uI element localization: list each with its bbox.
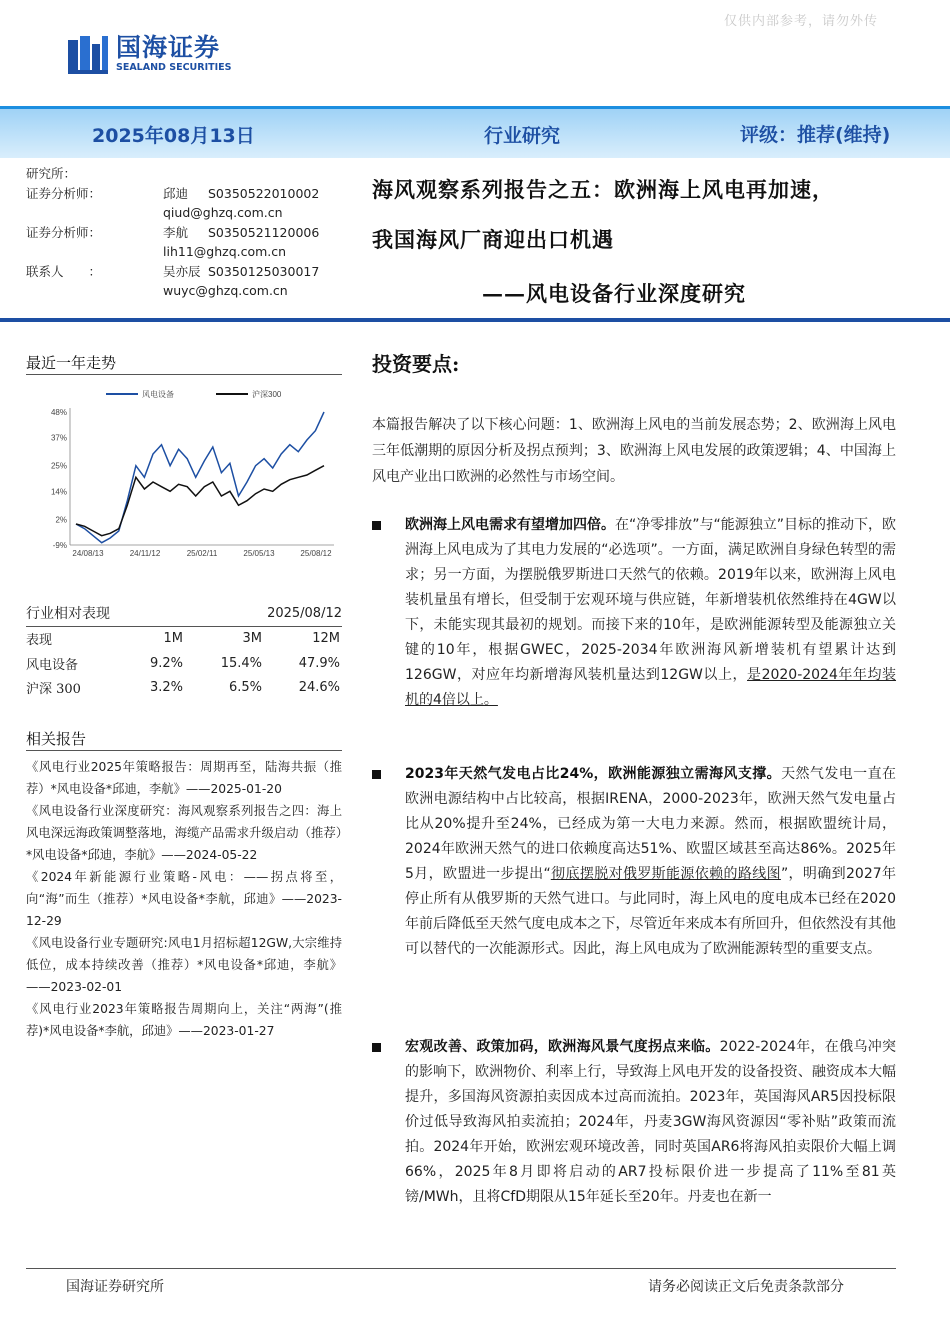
bullet-text: ”，明确到2027年停止所有从俄罗斯的天然气进口。与此同时，海上风电的度电成本已经在2020年前后降低至天然气度电成本之下，尽管近年来成本有所回升，但依然没有其他可以替代的一次能源形式。因此，海上风电成为了欧洲能源转型的重要支点。 [405, 866, 896, 957]
y-tick-label: 48% [50, 408, 67, 417]
analyst-code: S0350522010002 [208, 185, 320, 201]
table-row [26, 676, 342, 701]
legend-label: 沪深300 [252, 390, 282, 399]
analyst-label: 证券分析师： [26, 185, 102, 201]
bullet-point [372, 762, 896, 962]
x-tick-label: 25/08/12 [300, 549, 332, 558]
bullet-point [372, 1035, 896, 1210]
trend-chart [26, 380, 342, 570]
analyst-code: S0350521120006 [208, 224, 320, 240]
table-cell: 9.2% [149, 655, 183, 671]
contact-code: S0350125030017 [208, 263, 320, 279]
related-reports [26, 756, 342, 1042]
contact-label: 联系人 ： [26, 263, 102, 279]
bullet-square-icon [372, 521, 381, 530]
table-header-cell: 1M [163, 631, 183, 647]
company-logo [66, 32, 231, 76]
bullet-bold-lead: 宏观改善、政策加码，欧洲海风景气度拐点来临。 [405, 1039, 720, 1055]
table-cell: 3.2% [149, 680, 183, 696]
footer-divider [26, 1268, 896, 1269]
analyst-name: 邱迪 [163, 185, 189, 201]
watermark: 仅供内部参考，请勿外传 [723, 14, 878, 29]
table-cell: 24.6% [298, 680, 340, 696]
table-header-cell: 表现 [26, 633, 53, 649]
table-header-cell: 3M [242, 631, 262, 647]
investment-heading: 投资要点: [372, 352, 460, 376]
analyst-label: 证券分析师： [26, 224, 102, 240]
divider [26, 374, 342, 375]
legend-label: 风电设备 [142, 390, 174, 399]
bullet-underlined-text: 彻底摆脱对俄罗斯能源依赖的路线图 [550, 866, 781, 882]
related-report-item[interactable]: 《2024年新能源行业策略-风电：——拐点将至，向“海”而生（推荐）*风电设备*李航，邱迪》——2023-12-29 [26, 870, 342, 928]
sealand-logo-icon [66, 32, 110, 76]
table-header-cell: 12M [312, 631, 340, 647]
y-tick-label: -9% [52, 541, 67, 550]
table-cell: 15.4% [220, 655, 262, 671]
table-cell: 6.5% [228, 680, 262, 696]
analyst-row [26, 184, 346, 204]
table-cell: 47.9% [298, 655, 340, 671]
report-title-line2: 我国海风厂商迎出口机遇 [372, 227, 614, 252]
table-cell: 沪深 300 [26, 682, 81, 698]
bullet-square-icon [372, 1043, 381, 1052]
footer-disclaimer: 请务必阅读正文后免责条款部分 [648, 1279, 844, 1295]
logo-english-name: SEALAND SECURITIES [116, 62, 232, 73]
table-row [26, 651, 342, 676]
contact-row [26, 262, 346, 282]
intro-paragraph: 本篇报告解决了以下核心问题：1、欧洲海上风电的当前发展态势；2、欧洲海上风电三年低潮期的原因分析及拐点预判；3、欧洲海上风电发展的政策逻辑；4、中国海上风电产业出口欧洲的必然性与市场空间。 [372, 417, 896, 485]
performance-date: 2025/08/12 [267, 605, 342, 621]
related-report-item[interactable]: 《风电设备行业专题研究:风电1月招标超12GW,大宗维持低位，成本持续改善（推荐）*风电设备*邱迪，李航》——2023-02-01 [26, 936, 342, 994]
report-category: 行业研究 [484, 125, 561, 147]
report-title-line1: 海风观察系列报告之五：欧洲海上风电再加速， [372, 177, 834, 202]
bullet-text: 在“净零排放”与“能源独立”目标的推动下，欧洲海上风电成为了其电力发展的“必选项”。一方面，满足欧洲自身绿色转型的需求；另一方面，为摆脱俄罗斯进口天然气的依赖。2019年以来，欧洲海上风电装机量虽有增长，但受制于宏观环境与供应链，年新增装机依然维持在4GW以下，未能实现其最初的规划。而接下来的10年，是欧洲能源转型及能源独立关键的10年，根据GWEC，2025-2034年欧洲海风新增装机有望累计达到126GW，对应年均新增海风装机量达到12GW以上， [405, 517, 897, 683]
analyst-row [26, 223, 346, 243]
x-tick-label: 24/11/12 [129, 549, 161, 558]
performance-heading-row [26, 601, 342, 626]
analyst-email[interactable]: lih11@ghzq.com.cn [163, 244, 287, 259]
analyst-email[interactable]: qiud@ghzq.com.cn [163, 205, 283, 220]
bullet-text: 天然气发电一直在欧洲电源结构中占比较高，根据IRENA，2000-2023年，欧洲天然气发电量占比从20%提升至24%，已经成为第一大电力来源。然而，根据欧盟统计局，2024年欧洲天然气的进口依赖度高达51%、欧盟区域甚至高达86%。2025年5月，欧盟进一步提出“ [405, 766, 896, 882]
trend-chart-svg [26, 380, 342, 570]
series-line-wind-equipment [76, 412, 324, 543]
trend-heading: 最近一年走势 [26, 354, 117, 372]
report-date: 2025年08月13日 [92, 125, 255, 147]
related-report-item[interactable]: 《风电行业2025年策略报告：周期再至，陆海共振（推荐）*风电设备*邱迪，李航》——2025-01-20 [26, 760, 342, 796]
y-tick-label: 37% [50, 433, 67, 443]
series-line-csi300 [76, 466, 324, 536]
x-tick-label: 24/08/13 [72, 549, 104, 558]
footer-institute: 国海证券研究所 [66, 1279, 164, 1295]
x-tick-label: 25/02/11 [186, 549, 218, 558]
bullet-point [372, 513, 896, 713]
related-report-item[interactable]: 《风电行业2023年策略报告周期向上，关注“两海”(推荐)*风电设备*李航，邱迪》——2023-01-27 [26, 1002, 342, 1038]
report-subtitle: ——风电设备行业深度研究 [482, 281, 746, 306]
report-rating: 评级：推荐(维持) [740, 124, 891, 146]
related-report-item[interactable]: 《风电设备行业深度研究：海风观察系列报告之四：海上风电深远海政策调整落地，海缆产品需求升级启动（推荐）*风电设备*邱迪，李航》——2024-05-22 [26, 804, 342, 862]
bullet-text: 2022-2024年，在俄乌冲突的影响下，欧洲物价、利率上行，导致海上风电开发的设备投资、融资成本大幅提升，多国海风资源拍卖因成本过高而流拍。2023年，英国海风AR5因投标限价过低导致海风拍卖流拍；2024年，丹麦3GW海风资源因“零补贴”政策而流拍。2024年开始，欧洲宏观环境改善，同时英国AR6将海风拍卖限价大幅上调66%，2025年8月即将启动的AR7投标限价进一步提高了11%至81英镑/MWh，且将CfD期限从15年延长至20年。丹麦也在新一 [405, 1039, 897, 1205]
divider [26, 750, 342, 751]
contact-email[interactable]: wuyc@ghzq.com.cn [163, 283, 288, 298]
performance-table [26, 601, 342, 700]
x-tick-label: 25/05/13 [243, 549, 275, 558]
analyst-name: 李航 [163, 224, 189, 240]
y-tick-label: 2% [55, 515, 67, 525]
contact-name: 吴亦辰 [163, 263, 201, 279]
bullet-square-icon [372, 770, 381, 779]
y-tick-label: 25% [50, 461, 67, 471]
related-heading: 相关报告 [26, 730, 87, 748]
performance-heading: 行业相对表现 [26, 606, 110, 623]
institute-label: 研究所： [26, 166, 77, 181]
y-tick-label: 14% [50, 487, 67, 497]
analyst-block [26, 164, 346, 301]
logo-chinese-name: 国海证券 [116, 33, 221, 62]
performance-header-row [26, 627, 342, 652]
title-divider [0, 318, 950, 322]
bullet-bold-lead: 2023年天然气发电占比24%，欧洲能源独立需海风支撑。 [405, 766, 782, 782]
table-cell: 风电设备 [26, 657, 79, 673]
bullet-bold-lead: 欧洲海上风电需求有望增加四倍。 [405, 517, 615, 533]
bullet-underlined-text: 是2020-2024年年均装机的4倍以上。 [405, 667, 897, 708]
